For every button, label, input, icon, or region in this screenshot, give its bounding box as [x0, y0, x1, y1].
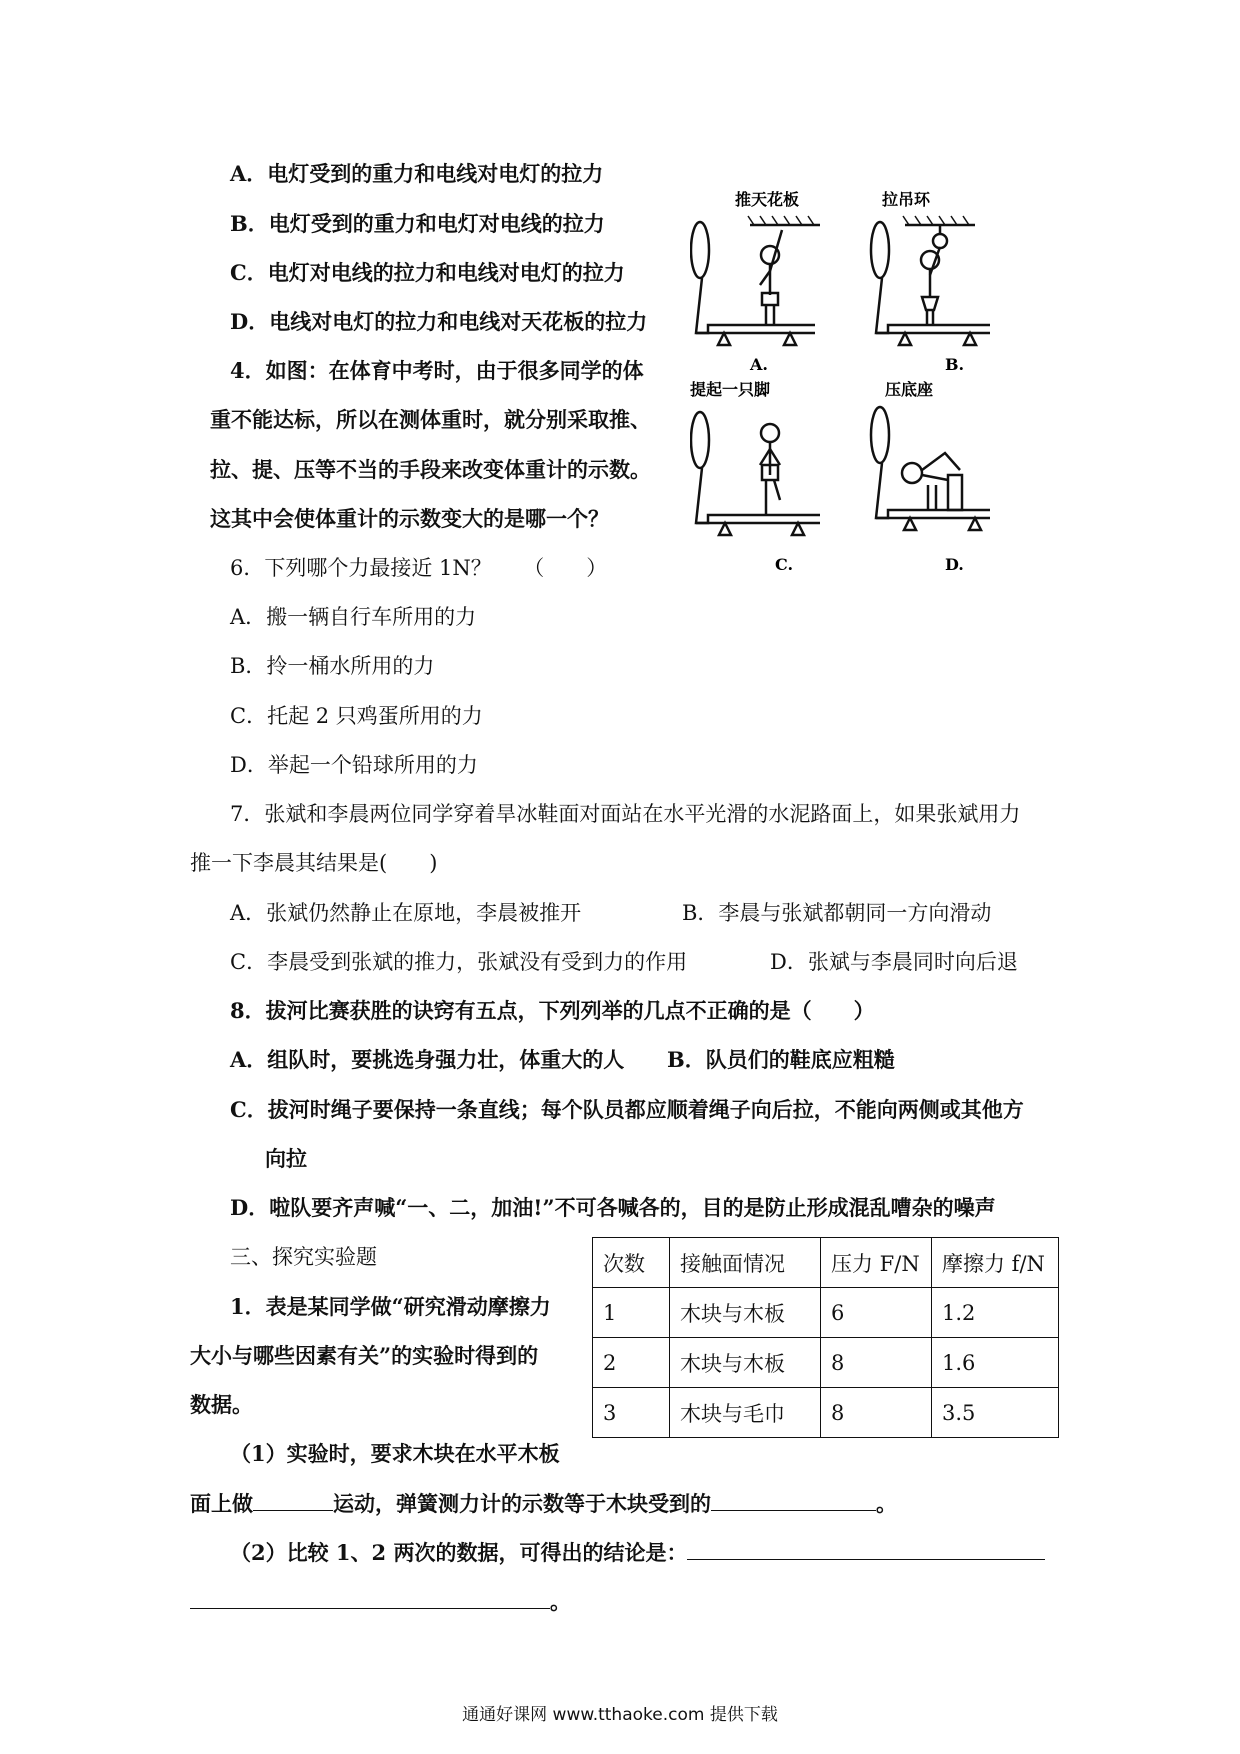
q4-line-2: 重不能达标，所以在测体重时，就分别采取推、: [210, 407, 651, 432]
friction-data-table: [592, 1237, 1059, 1438]
page-footer: 通通好课网 www.tthaoke.com 提供下载: [462, 1705, 778, 1725]
table-cell: 1.2: [932, 1288, 1059, 1338]
table-cell: 3.5: [932, 1388, 1059, 1438]
table-header-cell: 次数: [593, 1238, 670, 1288]
table-cell: 1: [593, 1288, 670, 1338]
sub1-text-a: 面上做: [190, 1491, 253, 1516]
sub1-text-b: 运动，弹簧测力计的示数等于木块受到的: [333, 1491, 711, 1516]
figure-label-d: 压底座: [885, 380, 934, 399]
table-header-cell: 接触面情况: [670, 1238, 821, 1288]
figure-label-b: 拉吊环: [882, 190, 931, 209]
q7-option-d: D．张斌与李晨同时向后退: [770, 950, 1018, 974]
q6-stem: 6．下列哪个力最接近 1N？ （ ）: [230, 556, 608, 580]
sub2-text: （2）比较 1、2 两次的数据，可得出的结论是：: [230, 1540, 688, 1565]
figure-label-a: 推天花板: [735, 190, 800, 209]
table-header-cell: 摩擦力 f/N: [932, 1238, 1059, 1288]
q6-option-a: A．搬一辆自行车所用的力: [230, 605, 477, 629]
table-row: [593, 1388, 1059, 1438]
q8-option-b: B．队员们的鞋底应粗糙: [667, 1047, 895, 1072]
table-header-row: [593, 1238, 1059, 1288]
table-cell: 8: [821, 1338, 932, 1388]
q8-option-c-line-1: C．拔河时绳子要保持一条直线；每个队员都应顺着绳子向后拉，不能向两侧或其他方: [230, 1097, 1024, 1122]
table-header-cell: 压力 F/N: [821, 1238, 932, 1288]
exp1-line-3: 数据。: [190, 1392, 253, 1417]
figure-letter-a: A.: [750, 355, 768, 374]
q3-option-c: C．电灯对电线的拉力和电线对电灯的拉力: [230, 260, 625, 285]
figure-letter-d: D.: [945, 555, 964, 574]
table-cell: 木块与毛巾: [670, 1388, 821, 1438]
q8-option-c-line-2: 向拉: [265, 1146, 307, 1171]
q7-option-a: A．张斌仍然静止在原地，李晨被推开: [230, 901, 582, 925]
table-row: [593, 1338, 1059, 1388]
weighing-scale-figure: [690, 185, 1020, 580]
table-row: [593, 1288, 1059, 1338]
sub1-text-c: 。: [876, 1491, 897, 1516]
exp1-line-2: 大小与哪些因素有关”的实验时得到的: [190, 1343, 539, 1368]
q8-option-d: D．啦队要齐声喊“一、二，加油!”不可各喊各的，目的是防止形成混乱嘈杂的噪声: [230, 1195, 996, 1220]
figure-letter-b: B.: [945, 355, 965, 374]
q7-stem-line-1: 7．张斌和李晨两位同学穿着旱冰鞋面对面站在水平光滑的水泥路面上，如果张斌用力: [230, 802, 1021, 826]
sub2-end: 。: [550, 1589, 571, 1614]
table-cell: 1.6: [932, 1338, 1059, 1388]
table-cell: 木块与木板: [670, 1338, 821, 1388]
answer-blank-conclusion-1[interactable]: [687, 1539, 1045, 1560]
q4-line-4: 这其中会使体重计的示数变大的是哪一个？: [210, 506, 609, 531]
q7-option-c: C．李晨受到张斌的推力，张斌没有受到力的作用: [230, 950, 688, 974]
q3-option-b: B．电灯受到的重力和电灯对电线的拉力: [230, 211, 605, 236]
exp1-line-1: 1．表是某同学做“研究滑动摩擦力: [230, 1294, 551, 1319]
q3-option-a: A．电灯受到的重力和电线对电灯的拉力: [230, 161, 604, 186]
q3-option-d: D．电线对电灯的拉力和电线对天花板的拉力: [230, 309, 648, 334]
table-cell: 8: [821, 1388, 932, 1438]
figure-letter-c: C.: [775, 555, 794, 574]
exp1-sub1-line-1: （1）实验时，要求木块在水平木板: [230, 1441, 560, 1466]
exp1-sub2: [230, 1539, 1045, 1567]
q6-option-d: D．举起一个铅球所用的力: [230, 753, 478, 777]
table-cell: 2: [593, 1338, 670, 1388]
q6-option-c: C．托起 2 只鸡蛋所用的力: [230, 704, 483, 728]
exp1-sub1-line-2: [190, 1490, 897, 1518]
q8-stem: 8．拔河比赛获胜的诀窍有五点，下列列举的几点不正确的是（ ）: [230, 998, 875, 1023]
table-cell: 3: [593, 1388, 670, 1438]
q8-option-a: A．组队时，要挑选身强力壮，体重大的人: [230, 1047, 625, 1072]
q6-option-b: B．拎一桶水所用的力: [230, 654, 435, 678]
q4-line-1: 4．如图：在体育中考时，由于很多同学的体: [230, 358, 644, 383]
answer-blank-conclusion-2[interactable]: [190, 1588, 550, 1609]
answer-blank-force[interactable]: [711, 1490, 876, 1511]
q4-line-3: 拉、提、压等不当的手段来改变体重计的示数。: [210, 457, 651, 482]
exp1-sub2-line-2: [190, 1588, 571, 1616]
section-3-title: 三、探究实验题: [230, 1245, 377, 1269]
table-cell: 木块与木板: [670, 1288, 821, 1338]
q7-option-b: B．李晨与张斌都朝同一方向滑动: [682, 901, 992, 925]
table-cell: 6: [821, 1288, 932, 1338]
answer-blank-motion[interactable]: [253, 1490, 333, 1511]
q7-stem-line-2: 推一下李晨其结果是( ): [190, 851, 438, 875]
figure-label-c: 提起一只脚: [690, 380, 771, 399]
